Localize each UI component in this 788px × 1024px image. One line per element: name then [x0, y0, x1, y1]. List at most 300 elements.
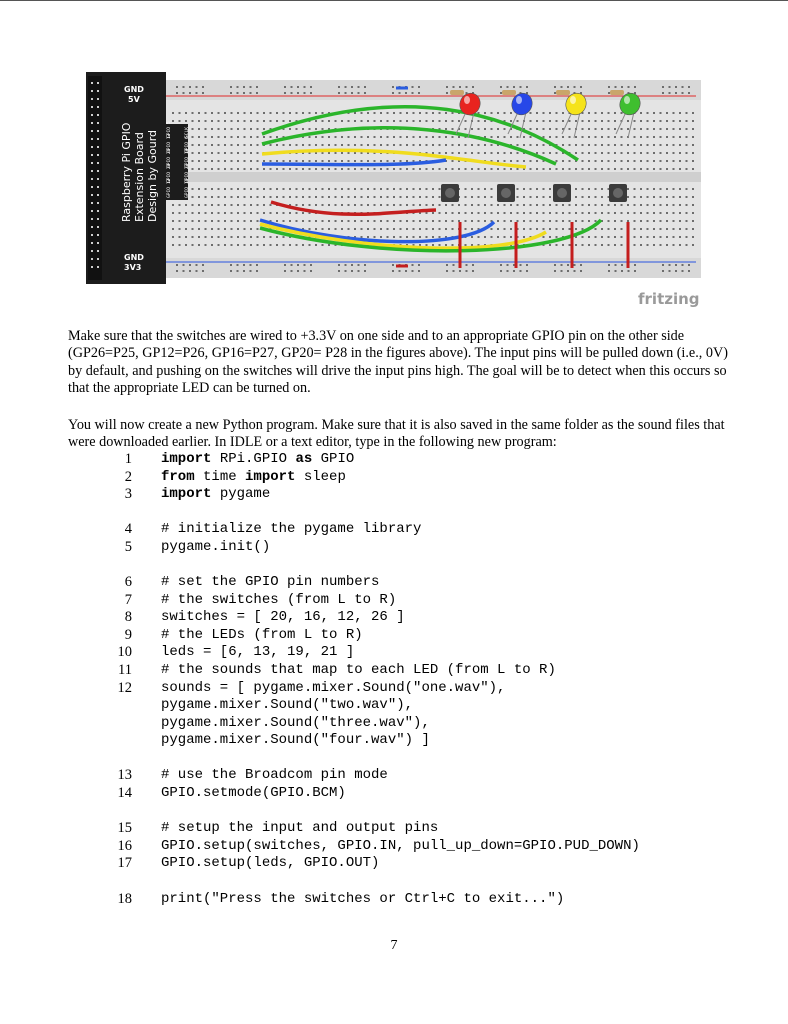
rail-hole: [466, 86, 468, 88]
breadboard-hole: [445, 144, 447, 146]
rail-hole: [345, 92, 347, 94]
rail-hole: [682, 270, 684, 272]
rail-hole: [580, 86, 582, 88]
header-pin: [91, 226, 93, 228]
breadboard-hole: [517, 168, 519, 170]
header-pin: [91, 154, 93, 156]
rail-hole: [682, 92, 684, 94]
code-line: 11 # the sounds that map to each LED (from L to R): [118, 661, 556, 678]
breadboard-hole: [634, 220, 636, 222]
breadboard-hole: [556, 112, 558, 114]
breadboard-hole: [302, 160, 304, 162]
gpio-pin-label: GPIO 16: [185, 178, 190, 198]
breadboard-hole: [517, 212, 519, 214]
breadboard-hole: [517, 188, 519, 190]
breadboard-hole: [504, 152, 506, 154]
header-3v3: 3V3: [124, 263, 142, 272]
breadboard-hole: [413, 236, 415, 238]
breadboard-hole: [666, 220, 668, 222]
breadboard-hole: [198, 160, 200, 162]
breadboard-hole: [588, 160, 590, 162]
breadboard-hole: [296, 244, 298, 246]
breadboard-hole: [653, 128, 655, 130]
breadboard-hole: [679, 236, 681, 238]
breadboard-hole: [491, 228, 493, 230]
rail-hole: [682, 86, 684, 88]
breadboard-hole: [478, 152, 480, 154]
rail-hole: [237, 270, 239, 272]
breadboard-hole: [315, 120, 317, 122]
breadboard-hole: [445, 212, 447, 214]
breadboard-hole: [406, 136, 408, 138]
breadboard-hole: [309, 228, 311, 230]
breadboard-hole: [361, 120, 363, 122]
breadboard-hole: [224, 196, 226, 198]
breadboard-hole: [556, 220, 558, 222]
breadboard-hole: [692, 152, 694, 154]
breadboard-hole: [621, 236, 623, 238]
breadboard-hole: [198, 212, 200, 214]
breadboard-hole: [237, 196, 239, 198]
breadboard-hole: [692, 128, 694, 130]
breadboard-hole: [543, 236, 545, 238]
breadboard-hole: [309, 112, 311, 114]
breadboard-hole: [205, 236, 207, 238]
breadboard-hole: [192, 144, 194, 146]
breadboard-hole: [510, 160, 512, 162]
breadboard-hole: [179, 228, 181, 230]
breadboard-hole: [647, 128, 649, 130]
code-line: 2 from time import sleep: [124, 468, 346, 485]
rail-hole: [507, 270, 509, 272]
breadboard-hole: [484, 220, 486, 222]
rail-hole: [196, 270, 198, 272]
breadboard-hole: [419, 136, 421, 138]
breadboard-hole: [432, 204, 434, 206]
breadboard-hole: [218, 236, 220, 238]
rail-hole: [669, 92, 671, 94]
breadboard-hole: [556, 212, 558, 214]
code-listing: [108, 451, 728, 504]
breadboard-hole: [270, 212, 272, 214]
breadboard-hole: [686, 120, 688, 122]
breadboard-hole: [439, 120, 441, 122]
breadboard-hole: [192, 160, 194, 162]
breadboard-hole: [250, 120, 252, 122]
breadboard-hole: [582, 196, 584, 198]
breadboard-hole: [504, 220, 506, 222]
gpio-pin-label: GPIO 19: [185, 148, 190, 168]
breadboard-hole: [692, 112, 694, 114]
fritzing-watermark: fritzing: [638, 290, 700, 308]
breadboard-hole: [419, 112, 421, 114]
breadboard-hole: [465, 204, 467, 206]
breadboard-hole: [478, 168, 480, 170]
breadboard-hole: [380, 136, 382, 138]
rail-hole: [291, 270, 293, 272]
breadboard-hole: [432, 120, 434, 122]
rail-hole: [338, 264, 340, 266]
breadboard-hole: [601, 144, 603, 146]
breadboard-hole: [452, 112, 454, 114]
breadboard-hole: [328, 160, 330, 162]
breadboard-hole: [439, 220, 441, 222]
breadboard-hole: [309, 220, 311, 222]
breadboard-hole: [257, 144, 259, 146]
rail-hole: [237, 86, 239, 88]
breadboard-hole: [478, 120, 480, 122]
breadboard-hole: [640, 228, 642, 230]
breadboard-hole: [653, 212, 655, 214]
breadboard-hole: [374, 160, 376, 162]
breadboard-hole: [439, 112, 441, 114]
breadboard-hole: [198, 136, 200, 138]
breadboard-hole: [686, 160, 688, 162]
breadboard-hole: [205, 152, 207, 154]
breadboard-hole: [426, 212, 428, 214]
breadboard-hole: [660, 196, 662, 198]
breadboard-hole: [296, 168, 298, 170]
rail-hole: [364, 270, 366, 272]
breadboard-hole: [341, 168, 343, 170]
breadboard-hole: [595, 168, 597, 170]
breadboard-hole: [562, 120, 564, 122]
breadboard-hole: [270, 236, 272, 238]
code-line: 7 # the switches (from L to R): [124, 591, 397, 608]
breadboard-hole: [640, 236, 642, 238]
breadboard-hole: [413, 220, 415, 222]
rail-hole: [526, 264, 528, 266]
breadboard-hole: [582, 128, 584, 130]
breadboard-hole: [686, 244, 688, 246]
breadboard-hole: [556, 228, 558, 230]
gpio-pin-label: GPIO 21: [185, 163, 190, 183]
breadboard-hole: [601, 128, 603, 130]
breadboard-hole: [556, 244, 558, 246]
breadboard-hole: [315, 144, 317, 146]
breadboard-hole: [322, 196, 324, 198]
breadboard-hole: [543, 220, 545, 222]
breadboard-hole: [445, 152, 447, 154]
breadboard-hole: [465, 152, 467, 154]
rail-hole: [297, 270, 299, 272]
breadboard-hole: [328, 220, 330, 222]
breadboard-hole: [465, 120, 467, 122]
breadboard-hole: [549, 220, 551, 222]
breadboard-hole: [257, 196, 259, 198]
breadboard-hole: [432, 212, 434, 214]
rail-hole: [520, 264, 522, 266]
breadboard-hole: [224, 220, 226, 222]
rail-hole: [520, 86, 522, 88]
breadboard-hole: [432, 112, 434, 114]
breadboard-hole: [348, 136, 350, 138]
breadboard-hole: [237, 228, 239, 230]
breadboard-hole: [653, 236, 655, 238]
breadboard-hole: [627, 188, 629, 190]
rail-hole: [453, 264, 455, 266]
breadboard-hole: [250, 152, 252, 154]
breadboard-hole: [387, 144, 389, 146]
breadboard-hole: [471, 228, 473, 230]
rail-hole: [688, 264, 690, 266]
rail-hole: [520, 270, 522, 272]
breadboard-hole: [595, 188, 597, 190]
header-pin: [91, 122, 93, 124]
breadboard-hole: [231, 112, 233, 114]
breadboard-hole: [374, 120, 376, 122]
breadboard-hole: [237, 204, 239, 206]
breadboard-hole: [673, 188, 675, 190]
breadboard-hole: [192, 204, 194, 206]
breadboard-hole: [374, 228, 376, 230]
header-pin: [97, 106, 99, 108]
breadboard-hole: [348, 120, 350, 122]
breadboard-hole: [361, 160, 363, 162]
breadboard-hole: [673, 160, 675, 162]
breadboard-hole: [354, 196, 356, 198]
breadboard-hole: [588, 136, 590, 138]
push-button: [553, 184, 571, 202]
breadboard-hole: [634, 228, 636, 230]
breadboard-hole: [367, 136, 369, 138]
breadboard-hole: [471, 196, 473, 198]
breadboard-hole: [296, 196, 298, 198]
rail-hole: [554, 92, 556, 94]
breadboard-hole: [601, 236, 603, 238]
rail-hole: [561, 270, 563, 272]
breadboard-hole: [673, 212, 675, 214]
header-pin: [97, 146, 99, 148]
breadboard-hole: [426, 244, 428, 246]
breadboard-hole: [627, 152, 629, 154]
breadboard-hole: [374, 136, 376, 138]
breadboard-hole: [686, 228, 688, 230]
rail-hole: [621, 264, 623, 266]
breadboard-hole: [595, 152, 597, 154]
header-pin: [97, 114, 99, 116]
breadboard-hole: [549, 120, 551, 122]
breadboard-hole: [588, 112, 590, 114]
breadboard-hole: [601, 152, 603, 154]
breadboard-hole: [523, 188, 525, 190]
breadboard-hole: [185, 212, 187, 214]
breadboard-hole: [322, 144, 324, 146]
breadboard-hole: [484, 196, 486, 198]
breadboard-hole: [439, 144, 441, 146]
breadboard-hole: [419, 244, 421, 246]
breadboard-hole: [608, 112, 610, 114]
breadboard-hole: [569, 212, 571, 214]
code-line: 9 # the LEDs (from L to R): [124, 626, 363, 643]
breadboard-hole: [569, 136, 571, 138]
breadboard-hole: [361, 204, 363, 206]
breadboard-hole: [185, 220, 187, 222]
button-cap: [613, 188, 623, 198]
breadboard-hole: [491, 236, 493, 238]
button-cap: [445, 188, 455, 198]
breadboard-hole: [367, 236, 369, 238]
breadboard-hole: [328, 188, 330, 190]
breadboard-hole: [198, 112, 200, 114]
breadboard-hole: [432, 168, 434, 170]
breadboard-hole: [549, 188, 551, 190]
breadboard-hole: [205, 136, 207, 138]
breadboard-hole: [634, 236, 636, 238]
breadboard-hole: [296, 188, 298, 190]
breadboard-hole: [504, 168, 506, 170]
header-pin: [97, 234, 99, 236]
breadboard-hole: [686, 212, 688, 214]
breadboard-hole: [341, 228, 343, 230]
breadboard-hole: [686, 128, 688, 130]
breadboard-hole: [621, 160, 623, 162]
rail-hole: [358, 270, 360, 272]
breadboard-hole: [595, 212, 597, 214]
breadboard-hole: [582, 228, 584, 230]
breadboard-hole: [179, 244, 181, 246]
breadboard-hole: [666, 196, 668, 198]
breadboard-hole: [666, 112, 668, 114]
breadboard-hole: [231, 212, 233, 214]
breadboard-hole: [289, 188, 291, 190]
breadboard-hole: [673, 236, 675, 238]
breadboard-hole: [322, 168, 324, 170]
rail-hole: [418, 264, 420, 266]
rail-hole: [418, 92, 420, 94]
breadboard-hole: [419, 196, 421, 198]
breadboard-hole: [647, 188, 649, 190]
breadboard-hole: [192, 128, 194, 130]
breadboard-hole: [380, 168, 382, 170]
breadboard-hole: [211, 120, 213, 122]
breadboard-hole: [517, 160, 519, 162]
breadboard-hole: [270, 168, 272, 170]
breadboard-figure: [86, 72, 706, 312]
rail-hole: [250, 92, 252, 94]
breadboard-hole: [205, 228, 207, 230]
breadboard-hole: [335, 144, 337, 146]
breadboard-hole: [432, 136, 434, 138]
breadboard-hole: [634, 168, 636, 170]
header-pin: [97, 162, 99, 164]
breadboard-hole: [426, 188, 428, 190]
breadboard-hole: [432, 244, 434, 246]
breadboard-hole: [452, 228, 454, 230]
breadboard-hole: [198, 228, 200, 230]
breadboard-hole: [419, 188, 421, 190]
rail-hole: [688, 92, 690, 94]
breadboard-hole: [244, 220, 246, 222]
breadboard-hole: [289, 168, 291, 170]
breadboard-hole: [354, 144, 356, 146]
breadboard-hole: [634, 196, 636, 198]
breadboard-hole: [601, 136, 603, 138]
breadboard-hole: [634, 152, 636, 154]
breadboard-hole: [257, 112, 259, 114]
breadboard-hole: [393, 144, 395, 146]
breadboard-hole: [666, 160, 668, 162]
breadboard-hole: [614, 220, 616, 222]
breadboard-hole: [432, 196, 434, 198]
breadboard-hole: [224, 128, 226, 130]
header-gnd-bottom: GND: [124, 253, 144, 262]
breadboard-hole: [283, 168, 285, 170]
breadboard-hole: [413, 136, 415, 138]
breadboard-hole: [549, 244, 551, 246]
rail-hole: [304, 92, 306, 94]
breadboard-hole: [575, 228, 577, 230]
breadboard-hole: [647, 160, 649, 162]
breadboard-hole: [387, 236, 389, 238]
code-line: 1 import RPi.GPIO as GPIO: [124, 451, 355, 467]
breadboard-hole: [536, 152, 538, 154]
breadboard-hole: [237, 220, 239, 222]
center-channel: [156, 172, 701, 182]
code-listing: [108, 767, 728, 802]
breadboard-hole: [205, 188, 207, 190]
rail-hole: [526, 270, 528, 272]
breadboard-hole: [595, 136, 597, 138]
breadboard-hole: [556, 136, 558, 138]
breadboard-hole: [549, 196, 551, 198]
rail-hole: [176, 270, 178, 272]
breadboard-hole: [237, 236, 239, 238]
breadboard-hole: [575, 212, 577, 214]
header-pin: [91, 170, 93, 172]
breadboard-hole: [406, 196, 408, 198]
breadboard-hole: [471, 244, 473, 246]
breadboard-hole: [575, 136, 577, 138]
rail-hole: [399, 270, 401, 272]
breadboard-hole: [595, 120, 597, 122]
rail-hole: [284, 270, 286, 272]
rail-hole: [256, 264, 258, 266]
breadboard-hole: [335, 168, 337, 170]
breadboard-hole: [543, 144, 545, 146]
breadboard-hole: [289, 128, 291, 130]
breadboard-hole: [283, 220, 285, 222]
breadboard-hole: [309, 128, 311, 130]
breadboard-hole: [536, 160, 538, 162]
breadboard-hole: [595, 112, 597, 114]
breadboard-hole: [504, 212, 506, 214]
breadboard-hole: [192, 220, 194, 222]
breadboard-hole: [543, 152, 545, 154]
breadboard-hole: [679, 152, 681, 154]
breadboard-hole: [172, 212, 174, 214]
breadboard-hole: [686, 144, 688, 146]
breadboard-hole: [582, 136, 584, 138]
rail-hole: [574, 270, 576, 272]
breadboard-hole: [413, 120, 415, 122]
breadboard-hole: [608, 128, 610, 130]
header-pin: [97, 186, 99, 188]
breadboard-hole: [367, 220, 369, 222]
breadboard-hole: [543, 212, 545, 214]
breadboard-hole: [634, 204, 636, 206]
breadboard-hole: [673, 112, 675, 114]
breadboard-hole: [270, 112, 272, 114]
breadboard-hole: [497, 212, 499, 214]
rail-hole: [567, 270, 569, 272]
rail-hole: [284, 86, 286, 88]
breadboard-hole: [400, 136, 402, 138]
breadboard-hole: [556, 160, 558, 162]
rail-hole: [256, 92, 258, 94]
breadboard-hole: [367, 196, 369, 198]
breadboard-hole: [341, 204, 343, 206]
